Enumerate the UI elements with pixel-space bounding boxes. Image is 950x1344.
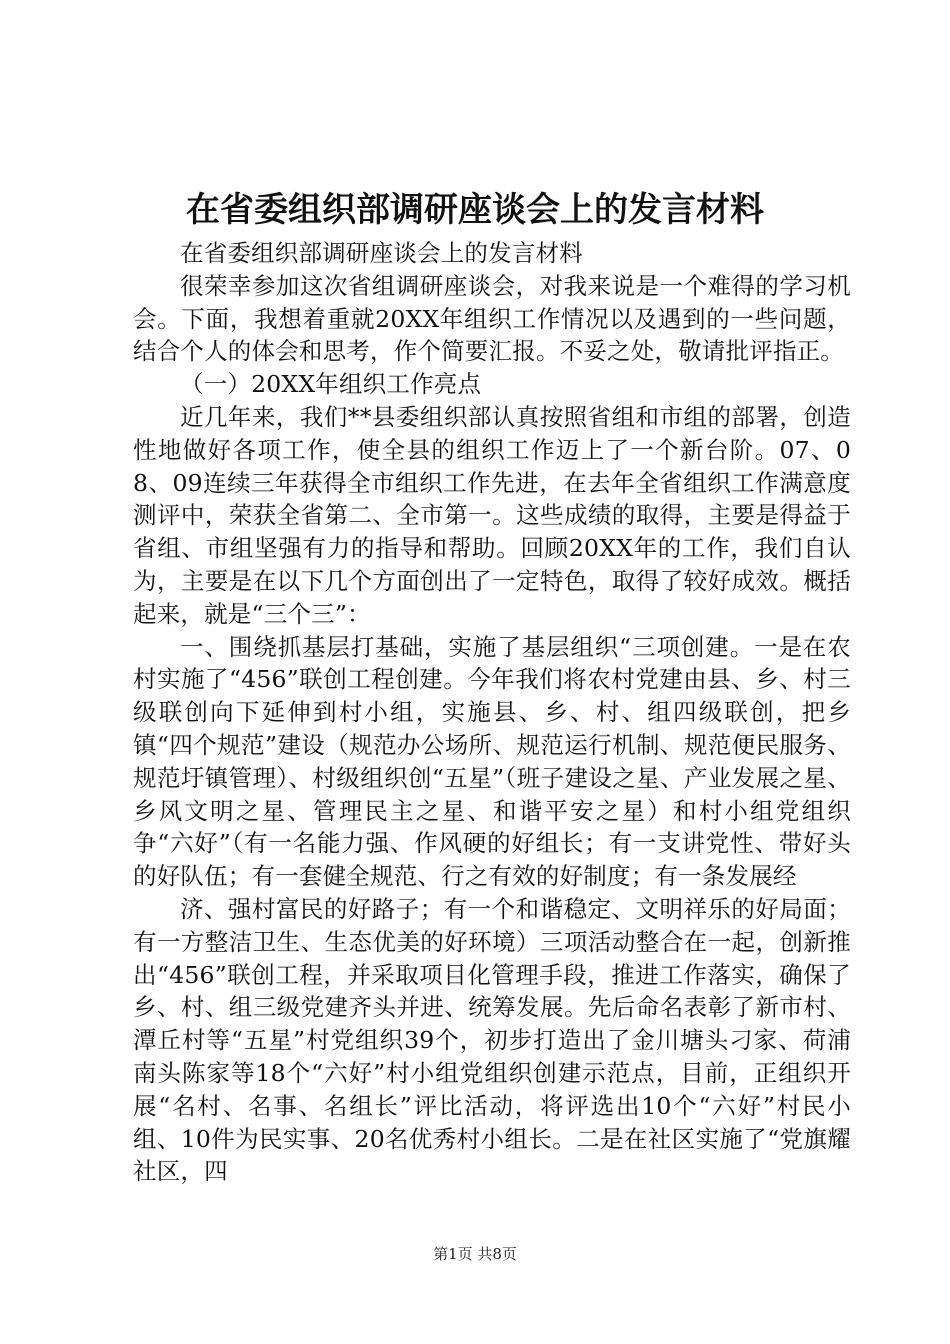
paragraph-continuation: 济、强村富民的好路子；有一个和谐稳定、文明祥乐的好局面；有一方整洁卫生、生态优美的好环境）三项活动整合在一起，创新推出“456”联创工程，并采取项目化管理手段，推进工作落实，确保了乡、村、组三级党建齐头并进、统筹发展。先后命名表彰了新市村、潭丘村等“五星”村党组织39个，初步打造出了金川塘头刁家、荷浦南头陈家等18个“六好”村小组党组织创建示范点，目前，正组织开展“名村、名事、名组长”评比活动，将评选出10个“六好”村民小组、10件为民实事、20名优秀村小组长。二是在社区实施了“党旗耀社区，四	[133, 894, 851, 1186]
paragraph-intro: 很荣幸参加这次省组调研座谈会，对我来说是一个难得的学习机会。下面，我想着重就20XX年组织工作情况以及遇到的一些问题，结合个人的体会和思考，作个简要汇报。不妥之处，敬请批评指正。	[133, 271, 851, 366]
page-number-footer: 第1页 共8页	[433, 1245, 517, 1263]
document-body	[133, 237, 851, 1188]
section-heading: （一）20XX年组织工作亮点	[180, 370, 482, 399]
document-title: 在省委组织部调研座谈会上的发言材料	[186, 190, 764, 230]
paragraph-item-one: 一、围绕抓基层打基础，实施了基层组织“三项创建。一是在农村实施了“456”联创工程创建。今年我们将农村党建由县、乡、村三级联创向下延伸到村小组，实施县、乡、村、组四级联创，把乡镇“四个规范”建设（规范办公场所、规范运行机制、规范便民服务、规范圩镇管理）、村级组织创“五星”（班子建设之星、产业发展之星、乡风文明之星、管理民主之星、和谐平安之星）和村小组党组织争“六好”（有一名能力强、作风硬的好组长；有一支讲党性、带好头的好队伍；有一套健全规范、行之有效的好制度；有一条发展经	[133, 632, 851, 891]
paragraph-achievements: 近几年来，我们**县委组织部认真按照省组和市组的部署，创造性地做好各项工作，使全县的组织工作迈上了一个新台阶。07、08、09连续三年获得全市组织工作先进，在去年全省组织工作满意度测评中，荣获全省第二、全市第一。这些成绩的取得，主要是得益于省组、市组坚强有力的指导和帮助。回顾20XX年的工作，我们自认为，主要是在以下几个方面创出了一定特色，取得了较好成效。概括起来，就是“三个三”：	[133, 402, 851, 628]
paragraph-subtitle: 在省委组织部调研座谈会上的发言材料	[180, 239, 583, 267]
